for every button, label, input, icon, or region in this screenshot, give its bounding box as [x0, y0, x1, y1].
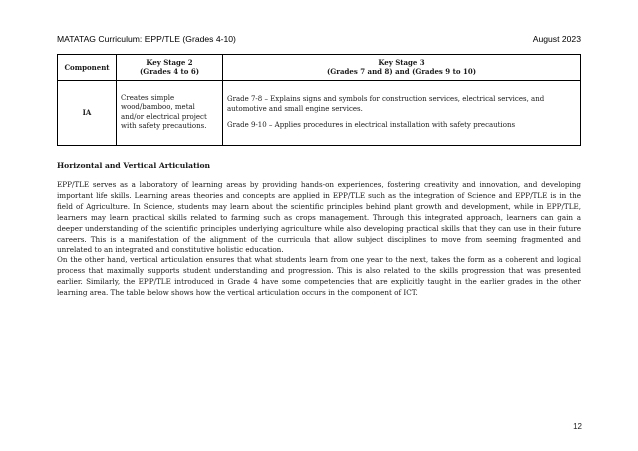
- page-number: 12: [573, 422, 582, 431]
- section-heading: Horizontal and Vertical Articulation: [57, 161, 211, 170]
- key-stage-2-title: Key Stage 2: [146, 58, 193, 67]
- key-stage-2-grades: (Grades 4 to 6): [139, 67, 200, 77]
- key-stage-table: [57, 54, 581, 146]
- component-cell: IA: [58, 80, 117, 145]
- document-date: August 2023: [532, 34, 581, 44]
- page-header: [57, 34, 581, 44]
- key-stage-2-cell: Creates simple wood/bamboo, metal and/or electrical project with safety precautions.: [117, 80, 223, 145]
- table-header-row: [58, 55, 581, 81]
- body-paragraph: EPP/TLE serves as a laboratory of learning areas by providing hands-on experiences, fostering creativity and innovation, and developing important life skills. Learning areas theories and concepts are applied in EPP/TLE such as the integration of Science and EPP/TLE is in the field of Agriculture. In Science, students may learn about the scientific principles behind plant growth and development, while in EPP/TLE, learners may learn practical skills related to farming such as crops management. Through this integrated approach, learners can gain a deeper understanding of the scientific principles underlying agriculture while also developing practical skills that they can use in their future careers. This is a manifestation of the alignment of the curricula that allow subject disciplines to move from seeming fragmented and unrelated to an integrated and constitutive holistic education.: [57, 180, 581, 255]
- key-stage-3-grades: (Grades 7 and 8) and (Grades 9 to 10): [326, 67, 477, 77]
- table-row: [58, 80, 581, 145]
- grade-9-10-text: Grade 9-10 – Applies procedures in electrical installation with safety precautions: [227, 121, 516, 130]
- key-stage-3-cell: [223, 80, 581, 145]
- curriculum-title: MATATAG Curriculum: EPP/TLE (Grades 4-10): [57, 34, 236, 44]
- key-stage-2-header: [117, 55, 223, 81]
- component-header: Component: [58, 55, 117, 81]
- key-stage-3-header: [223, 55, 581, 81]
- grade-7-8-text: Grade 7-8 – Explains signs and symbols for construction services, electrical services, and automotive and small engine services.: [227, 95, 545, 113]
- body-paragraph: On the other hand, vertical articulation ensures that what students learn from one year to the next, takes the form as a coherent and logical process that maximally supports student understanding and progression. This is also related to the skills progression that was presented earlier. Similarly, the EPP/TLE introduced in Grade 4 have some competencies that are explicitly taught in the earlier grades in the other learning area. The table below shows how the vertical articulation occurs in the component of ICT.: [57, 255, 581, 297]
- key-stage-3-title: Key Stage 3: [378, 58, 425, 67]
